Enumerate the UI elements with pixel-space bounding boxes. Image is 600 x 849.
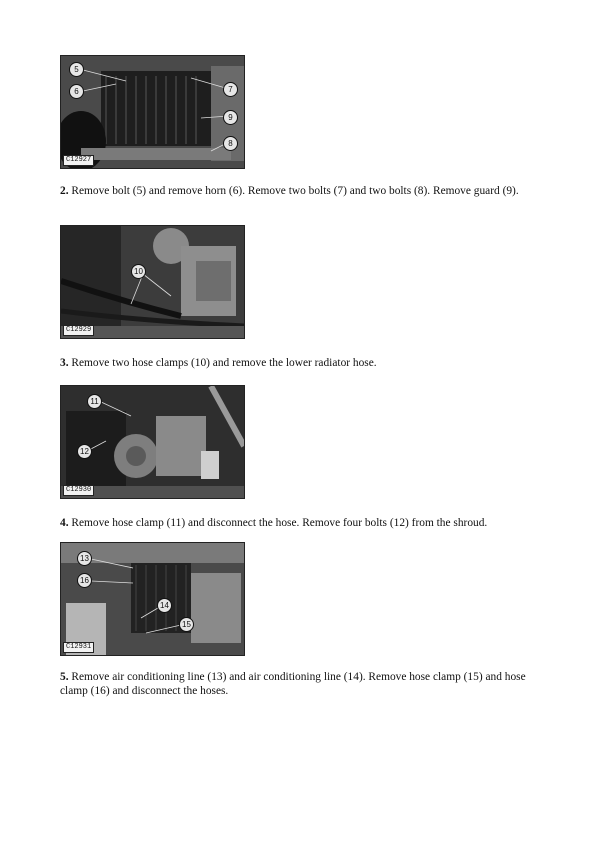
step-2 bbox=[60, 184, 540, 198]
step-4-number: 4. bbox=[60, 517, 69, 529]
step-3-number: 3. bbox=[60, 357, 69, 369]
step-5-number: 5. bbox=[60, 671, 69, 683]
callout-13: 13 bbox=[77, 551, 92, 566]
figure-1-photo bbox=[61, 56, 244, 168]
callout-8: 8 bbox=[223, 136, 238, 151]
figure-2 bbox=[60, 225, 245, 339]
step-5-text: Remove air conditioning line (13) and air conditioning line (14). Remove hose clamp (15) and hose clamp (16) and disconnect the hoses. bbox=[60, 671, 526, 697]
step-3 bbox=[60, 356, 540, 370]
callout-11: 11 bbox=[87, 394, 102, 409]
step-3-text: Remove two hose clamps (10) and remove the lower radiator hose. bbox=[68, 357, 377, 369]
step-2-number: 2. bbox=[60, 185, 69, 197]
step-2-text: Remove bolt (5) and remove horn (6). Remove two bolts (7) and two bolts (8). Remove guard (9). bbox=[68, 185, 519, 197]
callout-9: 9 bbox=[223, 110, 238, 125]
figure-4 bbox=[60, 542, 245, 656]
figure-3 bbox=[60, 385, 245, 499]
figure-3-tag: C12930 bbox=[63, 485, 94, 496]
callout-12: 12 bbox=[77, 444, 92, 459]
figure-4-tag: C12931 bbox=[63, 642, 94, 653]
step-4-text: Remove hose clamp (11) and disconnect the hose. Remove four bolts (12) from the shroud. bbox=[68, 517, 488, 529]
step-5 bbox=[60, 670, 540, 698]
step-4 bbox=[60, 516, 540, 530]
callout-14: 14 bbox=[157, 598, 172, 613]
callout-6: 6 bbox=[69, 84, 84, 99]
figure-1 bbox=[60, 55, 245, 169]
figure-2-tag: C12929 bbox=[63, 325, 94, 336]
figure-2-photo bbox=[61, 226, 244, 338]
callout-16: 16 bbox=[77, 573, 92, 588]
callout-7: 7 bbox=[223, 82, 238, 97]
callout-5: 5 bbox=[69, 62, 84, 77]
figure-1-tag: C12927 bbox=[63, 155, 94, 166]
callout-15: 15 bbox=[179, 617, 194, 632]
callout-10: 10 bbox=[131, 264, 146, 279]
